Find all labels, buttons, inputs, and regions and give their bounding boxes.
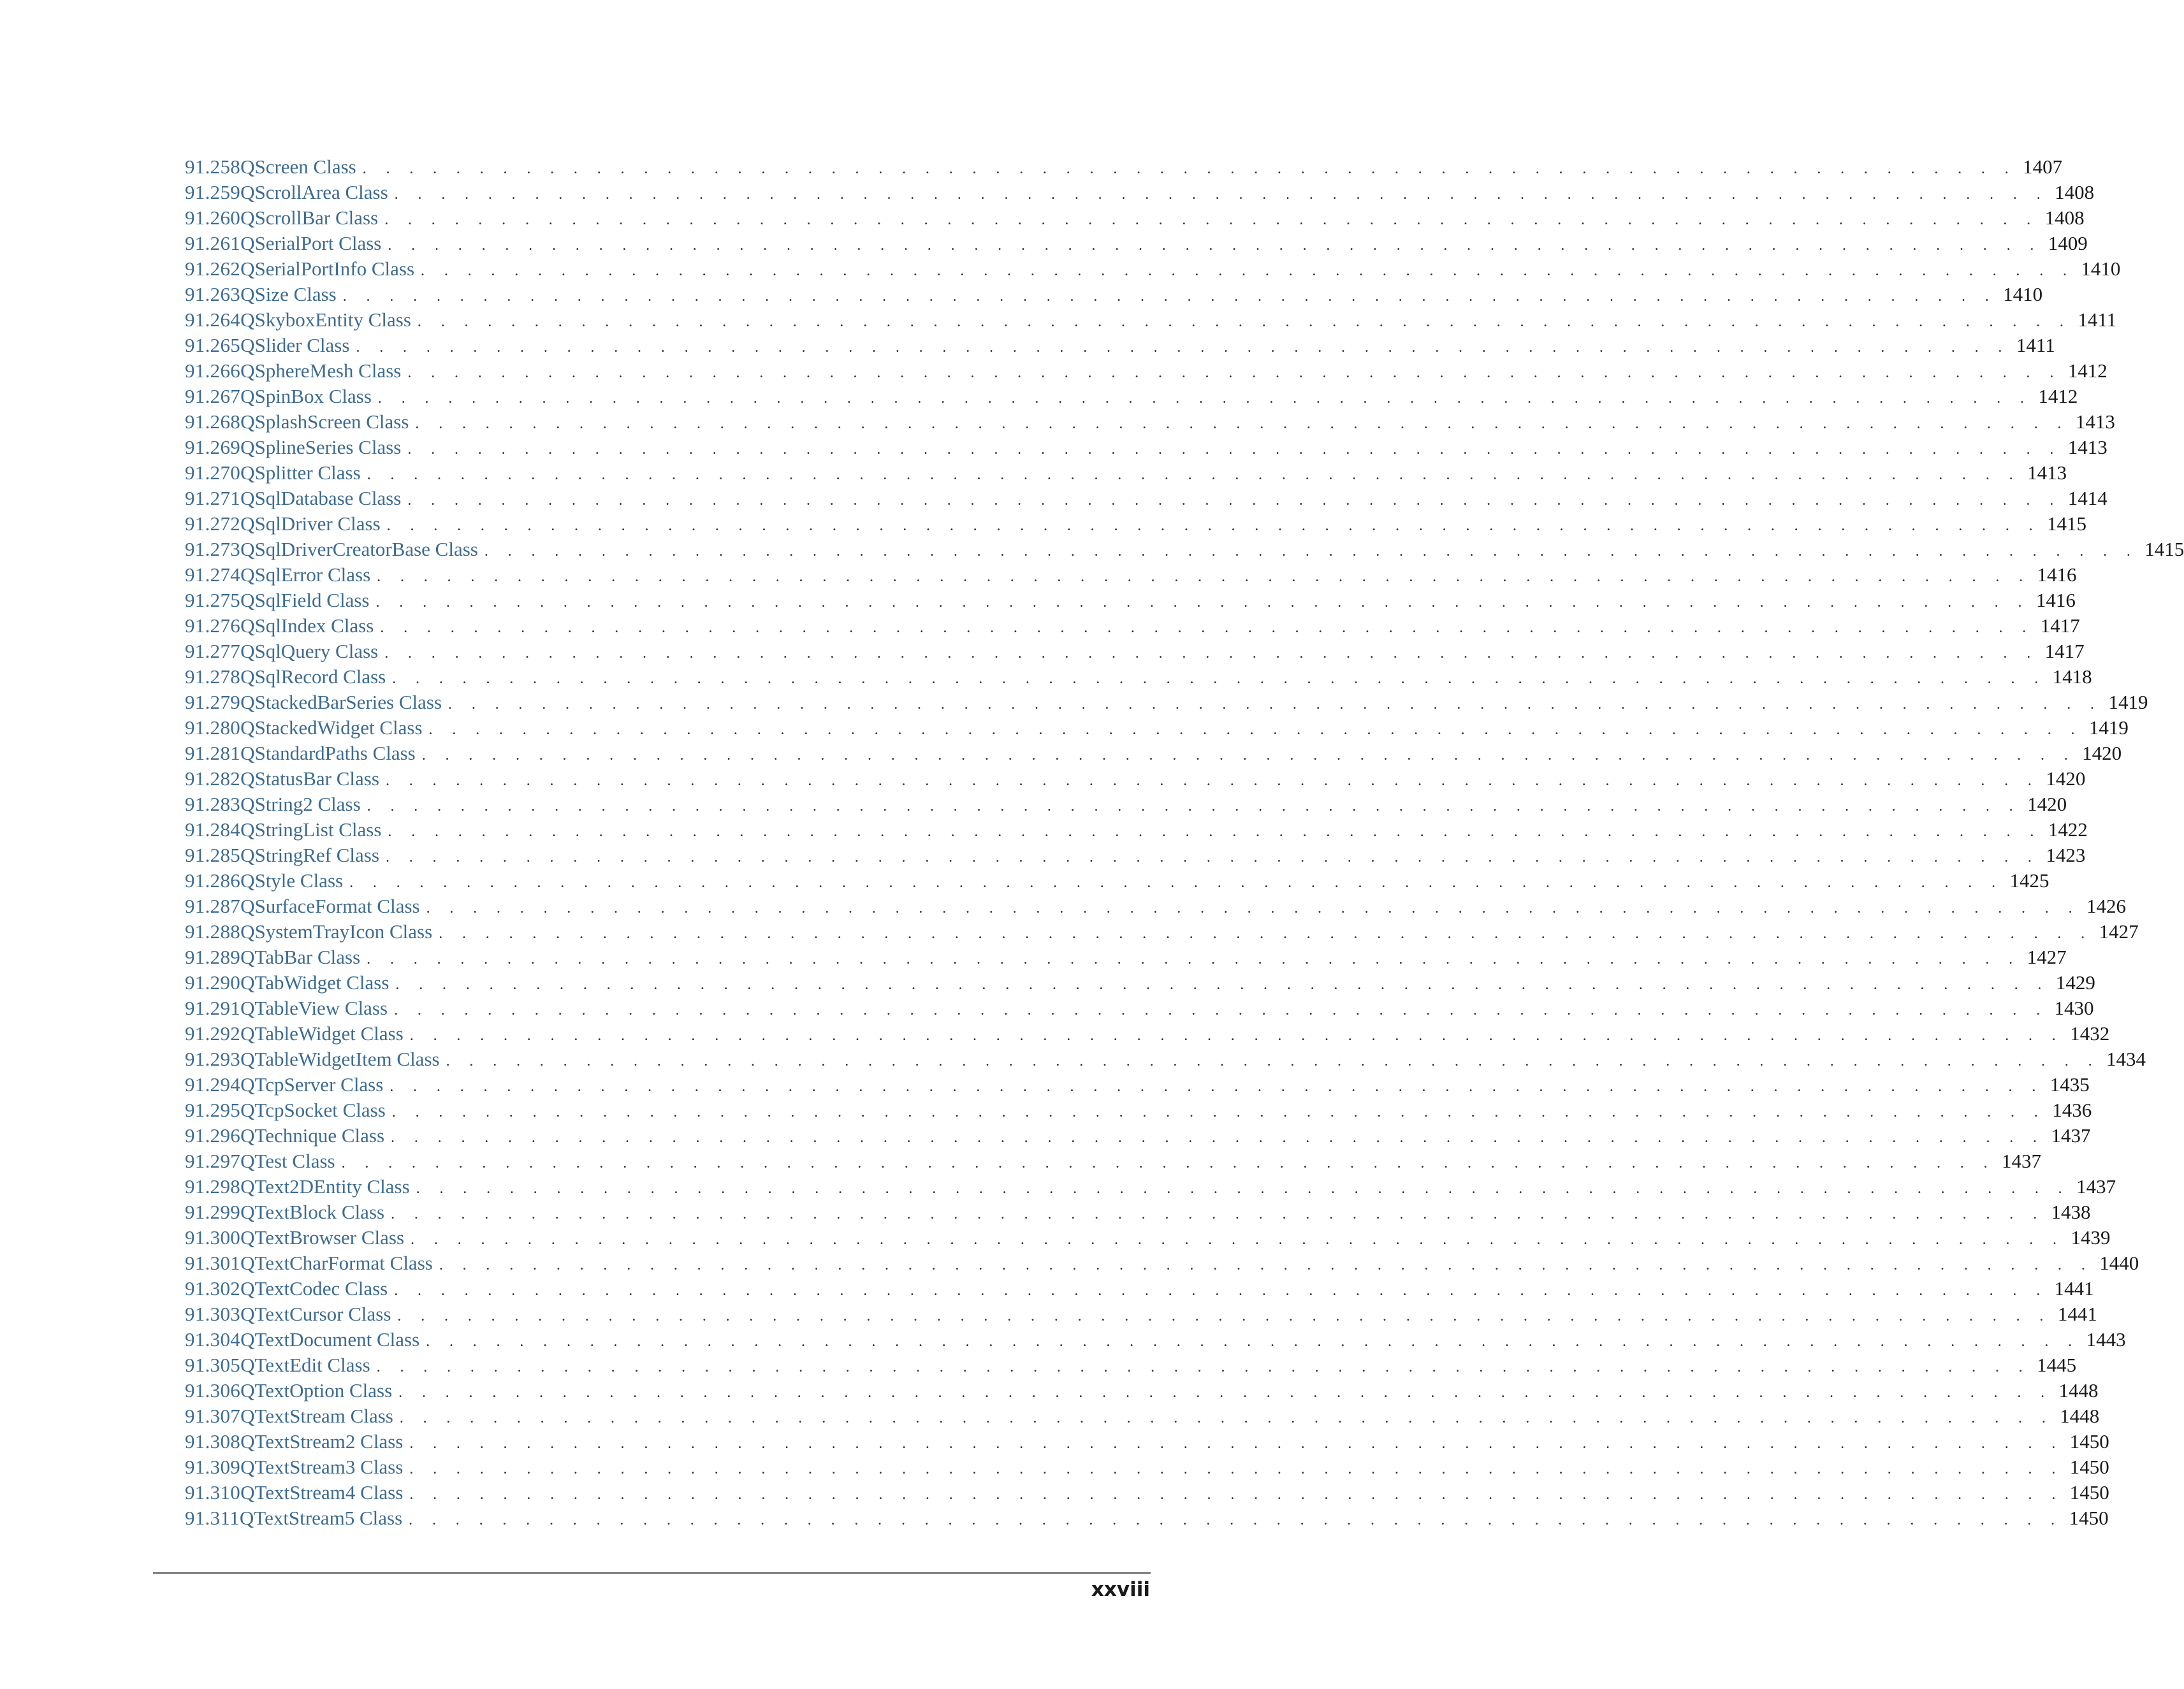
toc-entry-title[interactable]: QTextStream5 Class <box>239 1507 403 1529</box>
dot-leader: . . . . . . . . . . . . . . . . . . . . . . . . . . . . . . . . . . . . . . . . . . . . . . . . . . . . . . . . . . . . . . . . . . . . . . . <box>392 671 2046 687</box>
toc-entry-page: 1450 <box>2069 1481 2109 1504</box>
dot-leader: . . . . . . . . . . . . . . . . . . . . . . . . . . . . . . . . . . . . . . . . . . . . . . . . . . . . . . . . . . . . . . . . . . . . . . . <box>377 569 2031 585</box>
toc-entry-page: 1427 <box>2099 920 2139 943</box>
toc-entry-page: 1432 <box>2070 1022 2110 1045</box>
toc-entry-page: 1430 <box>2054 997 2094 1019</box>
toc-entry-page: 1413 <box>2067 436 2108 458</box>
dot-leader: . . . . . . . . . . . . . . . . . . . . . . . . . . . . . . . . . . . . . . . . . . . . . . . . . . . . . . . . . . . . . . . . . . . . . . . <box>409 1461 2064 1477</box>
toc-entry-title[interactable]: QStandardPaths Class <box>240 742 416 764</box>
dot-leader: . . . . . . . . . . . . . . . . . . . . . . . . . . . . . . . . . . . . . . . . . . . . . . . . . . . . . . . . . . . . . . . . . . . . . . . <box>356 339 2010 356</box>
toc-entry-title[interactable]: QSqlDriverCreatorBase Class <box>240 538 478 560</box>
dot-leader: . . . . . . . . . . . . . . . . . . . . . . . . . . . . . . . . . . . . . . . . . . . . . . . . . . . . . . . . . . . . . . . . . . . . . . . <box>388 237 2042 254</box>
toc-entry-title[interactable]: QScrollBar Class <box>240 207 379 229</box>
toc-entry-number[interactable]: 91.311 <box>185 1507 240 1529</box>
toc-entry-number[interactable]: 91.292 <box>185 1022 241 1045</box>
toc-entry-page: 1415 <box>2144 538 2184 560</box>
toc-entry-number[interactable]: 91.303 <box>185 1303 241 1325</box>
toc-entry-title[interactable]: QSqlError Class <box>240 563 371 586</box>
toc-entry-number[interactable]: 91.279 <box>185 691 241 713</box>
toc-entry-number[interactable]: 91.298 <box>185 1175 241 1198</box>
dot-leader: . . . . . . . . . . . . . . . . . . . . . . . . . . . . . . . . . . . . . . . . . . . . . . . . . . . . . . . . . . . . . . . . . . . . . . . <box>367 951 2021 968</box>
toc-entry-page: 1420 <box>2027 793 2067 815</box>
toc-entry[interactable] <box>185 1250 2139 1276</box>
toc-entry-number[interactable]: 91.264 <box>185 308 241 331</box>
toc-entry-page: 1448 <box>2058 1379 2099 1402</box>
toc-entry-number[interactable]: 91.290 <box>185 971 241 994</box>
toc-entry-number[interactable]: 91.286 <box>185 869 241 892</box>
toc-entry-number[interactable]: 91.310 <box>185 1481 241 1504</box>
toc-entry-title[interactable]: QString2 Class <box>240 793 361 815</box>
dot-leader: . . . . . . . . . . . . . . . . . . . . . . . . . . . . . . . . . . . . . . . . . . . . . . . . . . . . . . . . . . . . . . . . . . . . . . . <box>391 1129 2045 1146</box>
toc-entry[interactable] <box>185 1378 2099 1403</box>
toc-entry-title[interactable]: QTextBlock Class <box>240 1201 385 1223</box>
toc-entry-number[interactable]: 91.269 <box>185 436 241 458</box>
toc-entry-page: 1437 <box>2051 1124 2091 1147</box>
toc-entry-page: 1443 <box>2086 1328 2126 1351</box>
toc-entry-page: 1420 <box>2082 742 2122 764</box>
toc-entry-title[interactable]: QTextStream4 Class <box>240 1481 404 1504</box>
toc-entry[interactable] <box>185 282 2043 307</box>
toc-entry-number[interactable]: 91.299 <box>185 1201 241 1223</box>
toc-entry-page: 1415 <box>2047 512 2087 535</box>
toc-entry[interactable] <box>185 1301 2097 1327</box>
toc-entry[interactable] <box>185 307 2117 333</box>
toc-entry-page: 1434 <box>2106 1048 2146 1070</box>
dot-leader: . . . . . . . . . . . . . . . . . . . . . . . . . . . . . . . . . . . . . . . . . . . . . . . . . . . . . . . . . . . . . . . . . . . . . . . <box>407 365 2062 381</box>
toc-entry-page: 1414 <box>2067 487 2108 509</box>
toc-entry[interactable] <box>185 1149 2041 1174</box>
toc-entry[interactable] <box>185 639 2085 664</box>
dot-leader: . . . . . . . . . . . . . . . . . . . . . . . . . . . . . . . . . . . . . . . . . . . . . . . . . . . . . . . . . . . . . . . . . . . . . . . <box>386 518 2041 534</box>
toc-entry[interactable] <box>185 154 2063 180</box>
dot-leader: . . . . . . . . . . . . . . . . . . . . . . . . . . . . . . . . . . . . . . . . . . . . . . . . . . . . . . . . . . . . . . . . . . . . . . . <box>407 492 2062 509</box>
toc-entry[interactable] <box>185 256 2121 282</box>
toc-entry[interactable] <box>185 1123 2091 1149</box>
toc-entry-page: 1441 <box>2054 1277 2094 1300</box>
toc-entry-number[interactable]: 91.261 <box>185 232 241 254</box>
dot-leader: . . . . . . . . . . . . . . . . . . . . . . . . . . . . . . . . . . . . . . . . . . . . . . . . . . . . . . . . . . . . . . . . . . . . . . . <box>397 1308 2051 1324</box>
toc-entry-page: 1411 <box>2078 308 2117 331</box>
dot-leader: . . . . . . . . . . . . . . . . . . . . . . . . . . . . . . . . . . . . . . . . . . . . . . . . . . . . . . . . . . . . . . . . . . . . . . . <box>446 1053 2100 1069</box>
toc-entry[interactable] <box>185 945 2067 970</box>
toc-entry-page: 1410 <box>2003 283 2043 305</box>
dot-leader: . . . . . . . . . . . . . . . . . . . . . . . . . . . . . . . . . . . . . . . . . . . . . . . . . . . . . . . . . . . . . . . . . . . . . . . <box>384 212 2039 228</box>
toc-entry-page: 1448 <box>2060 1405 2100 1427</box>
dot-leader: . . . . . . . . . . . . . . . . . . . . . . . . . . . . . . . . . . . . . . . . . . . . . . . . . . . . . . . . . . . . . . . . . . . . . . . <box>417 314 2072 330</box>
toc-entry[interactable] <box>185 741 2122 766</box>
toc-entry-number[interactable]: 91.306 <box>185 1379 241 1402</box>
dot-leader: . . . . . . . . . . . . . . . . . . . . . . . . . . . . . . . . . . . . . . . . . . . . . . . . . . . . . . . . . . . . . . . . . . . . . . . <box>389 1078 2044 1095</box>
toc-entry-number[interactable]: 91.277 <box>185 640 241 662</box>
toc-entry-page: 1418 <box>2052 665 2092 688</box>
toc-entry-title[interactable]: QTextBrowser Class <box>240 1226 405 1249</box>
toc-entry-title[interactable]: QSplitter Class <box>240 461 361 484</box>
toc-entry[interactable] <box>185 817 2088 843</box>
toc-entry-page: 1407 <box>2023 156 2063 178</box>
dot-leader: . . . . . . . . . . . . . . . . . . . . . . . . . . . . . . . . . . . . . . . . . . . . . . . . . . . . . . . . . . . . . . . . . . . . . . . <box>439 925 2093 942</box>
dot-leader: . . . . . . . . . . . . . . . . . . . . . . . . . . . . . . . . . . . . . . . . . . . . . . . . . . . . . . . . . . . . . . . . . . . . . . . <box>341 1155 1995 1171</box>
toc-entry[interactable] <box>185 486 2108 511</box>
toc-entry[interactable] <box>185 231 2088 256</box>
toc-entry[interactable] <box>185 613 2080 639</box>
toc-entry-title[interactable]: QSurfaceFormat Class <box>240 895 420 917</box>
toc-entry-page: 1419 <box>2088 716 2129 739</box>
toc-entry-number[interactable]: 91.297 <box>185 1150 241 1172</box>
toc-entry-title[interactable]: QSplineSeries Class <box>240 436 402 458</box>
toc-entry[interactable] <box>185 1047 2146 1072</box>
dot-leader: . . . . . . . . . . . . . . . . . . . . . . . . . . . . . . . . . . . . . . . . . . . . . . . . . . . . . . . . . . . . . . . . . . . . . . . <box>384 645 2039 662</box>
toc-entry-title[interactable]: QSerialPort Class <box>240 232 382 254</box>
toc-entry[interactable] <box>185 894 2126 919</box>
toc-entry[interactable] <box>185 588 2076 613</box>
toc-entry-number[interactable]: 91.272 <box>185 512 241 535</box>
toc-entry-number[interactable]: 91.259 <box>185 181 241 203</box>
toc-entry[interactable] <box>185 843 2086 868</box>
toc-entry-title[interactable]: QTextCodec Class <box>240 1277 388 1300</box>
dot-leader: . . . . . . . . . . . . . . . . . . . . . . . . . . . . . . . . . . . . . . . . . . . . . . . . . . . . . . . . . . . . . . . . . . . . . . . <box>421 747 2076 764</box>
dot-leader: . . . . . . . . . . . . . . . . . . . . . . . . . . . . . . . . . . . . . . . . . . . . . . . . . . . . . . . . . . . . . . . . . . . . . . . <box>411 1231 2065 1248</box>
toc-entry-page: 1438 <box>2051 1201 2091 1223</box>
toc-entry-page: 1422 <box>2048 818 2088 841</box>
toc-entry-page: 1441 <box>2057 1303 2097 1325</box>
dot-leader: . . . . . . . . . . . . . . . . . . . . . . . . . . . . . . . . . . . . . . . . . . . . . . . . . . . . . . . . . . . . . . . . . . . . . . . <box>367 467 2021 483</box>
toc-entry-page: 1437 <box>2002 1150 2041 1172</box>
dot-leader: . . . . . . . . . . . . . . . . . . . . . . . . . . . . . . . . . . . . . . . . . . . . . . . . . . . . . . . . . . . . . . . . . . . . . . . <box>388 823 2042 840</box>
toc-entry-title[interactable]: QSystemTrayIcon Class <box>240 920 433 943</box>
toc-entry[interactable] <box>185 1072 2090 1098</box>
toc-entry-page: 1440 <box>2099 1252 2139 1274</box>
toc-entry[interactable] <box>185 766 2086 792</box>
toc-entry-number[interactable]: 91.263 <box>185 283 241 305</box>
dot-leader: . . . . . . . . . . . . . . . . . . . . . . . . . . . . . . . . . . . . . . . . . . . . . . . . . . . . . . . . . . . . . . . . . . . . . . . <box>380 620 2034 636</box>
toc-entry-number[interactable]: 91.260 <box>185 207 241 229</box>
toc-entry-number[interactable]: 91.291 <box>185 997 241 1019</box>
dot-leader: . . . . . . . . . . . . . . . . . . . . . . . . . . . . . . . . . . . . . . . . . . . . . . . . . . . . . . . . . . . . . . . . . . . . . . . <box>416 1180 2071 1197</box>
toc-entry-title[interactable]: QStackedBarSeries Class <box>240 691 442 713</box>
toc-entry[interactable] <box>185 1352 2077 1378</box>
toc-entry-page: 1426 <box>2086 895 2126 917</box>
dot-leader: . . . . . . . . . . . . . . . . . . . . . . . . . . . . . . . . . . . . . . . . . . . . . . . . . . . . . . . . . . . . . . . . . . . . . . . <box>367 798 2021 815</box>
toc-entry-number[interactable]: 91.273 <box>185 538 241 560</box>
toc-entry-number[interactable]: 91.271 <box>185 487 241 509</box>
toc-entry-title[interactable]: QStringList Class <box>240 818 382 841</box>
toc-entry[interactable] <box>185 511 2087 537</box>
toc-entry[interactable] <box>185 1429 2109 1454</box>
dot-leader: . . . . . . . . . . . . . . . . . . . . . . . . . . . . . . . . . . . . . . . . . . . . . . . . . . . . . . . . . . . . . . . . . . . . . . . <box>407 441 2062 458</box>
toc-entry-number[interactable]: 91.268 <box>185 410 241 433</box>
toc-entry-page: 1417 <box>2044 640 2085 662</box>
toc-entry-page: 1420 <box>2046 767 2086 790</box>
toc-entry[interactable] <box>185 358 2108 384</box>
toc-entry-page: 1427 <box>2027 946 2067 968</box>
toc-entry-number[interactable]: 91.276 <box>185 614 241 637</box>
toc-entry[interactable] <box>185 333 2055 358</box>
toc-entry-title[interactable]: QTextStream Class <box>240 1405 393 1427</box>
toc-entry[interactable] <box>185 1200 2091 1225</box>
toc-entry-title[interactable]: QTechnique Class <box>240 1124 385 1147</box>
toc-entry-number[interactable]: 91.296 <box>185 1124 241 1147</box>
toc-entry[interactable] <box>185 1174 2116 1200</box>
toc-entry-number[interactable]: 91.289 <box>185 946 241 968</box>
toc-entry-number[interactable]: 91.300 <box>185 1226 241 1249</box>
dot-leader: . . . . . . . . . . . . . . . . . . . . . . . . . . . . . . . . . . . . . . . . . . . . . . . . . . . . . . . . . . . . . . . . . . . . . . . <box>376 1359 2031 1375</box>
toc-entry-number[interactable]: 91.275 <box>185 589 241 611</box>
toc-entry[interactable] <box>185 1403 2100 1429</box>
toc-entry-title[interactable]: QScrollArea Class <box>240 181 388 203</box>
toc-entry-number[interactable]: 91.302 <box>185 1277 241 1300</box>
toc-entry[interactable] <box>185 1021 2110 1047</box>
toc-entry-page: 1410 <box>2081 257 2121 280</box>
dot-leader: . . . . . . . . . . . . . . . . . . . . . . . . . . . . . . . . . . . . . . . . . . . . . . . . . . . . . . . . . . . . . . . . . . . . . . . <box>484 543 2139 560</box>
toc-entry-number[interactable]: 91.284 <box>185 818 241 841</box>
toc-entry-page: 1412 <box>2067 359 2108 382</box>
toc-entry-number[interactable]: 91.262 <box>185 257 241 280</box>
toc-entry-page: 1429 <box>2055 971 2095 994</box>
toc-entry-number[interactable]: 91.285 <box>185 844 241 866</box>
toc-entry-title[interactable]: QTextEdit Class <box>240 1354 370 1376</box>
toc-entry[interactable] <box>185 1454 2109 1480</box>
toc-entry-page: 1436 <box>2052 1099 2092 1121</box>
table-of-contents <box>185 154 2184 1531</box>
toc-entry-title[interactable]: QTextCursor Class <box>240 1303 391 1325</box>
toc-entry-number[interactable]: 91.309 <box>185 1456 241 1478</box>
toc-entry-title[interactable]: QStackedWidget Class <box>240 716 423 739</box>
toc-entry-title[interactable]: QSqlQuery Class <box>240 640 379 662</box>
toc-entry[interactable] <box>185 1276 2094 1301</box>
toc-entry-page: 1419 <box>2108 691 2148 713</box>
toc-entry-title[interactable]: QSlider Class <box>240 334 350 356</box>
toc-entry[interactable] <box>185 868 2049 894</box>
dot-leader: . . . . . . . . . . . . . . . . . . . . . . . . . . . . . . . . . . . . . . . . . . . . . . . . . . . . . . . . . . . . . . . . . . . . . . . <box>391 1206 2045 1222</box>
toc-entry-title[interactable]: QTableView Class <box>240 997 388 1019</box>
toc-entry[interactable] <box>185 384 2078 409</box>
toc-entry[interactable] <box>185 970 2095 996</box>
toc-entry-title[interactable]: QStringRef Class <box>240 844 379 866</box>
toc-entry-title[interactable]: QSqlIndex Class <box>240 614 374 637</box>
toc-entry-title[interactable]: QTextDocument Class <box>240 1328 420 1351</box>
toc-entry-page: 1450 <box>2069 1430 2109 1453</box>
toc-entry-page: 1450 <box>2069 1507 2109 1529</box>
toc-entry-page: 1437 <box>2076 1175 2116 1198</box>
toc-entry-title[interactable]: QTest Class <box>240 1150 335 1172</box>
dot-leader: . . . . . . . . . . . . . . . . . . . . . . . . . . . . . . . . . . . . . . . . . . . . . . . . . . . . . . . . . . . . . . . . . . . . . . . <box>375 594 2030 611</box>
toc-entry[interactable] <box>185 435 2108 460</box>
toc-entry-number[interactable]: 91.307 <box>185 1405 241 1427</box>
dot-leader: . . . . . . . . . . . . . . . . . . . . . . . . . . . . . . . . . . . . . . . . . . . . . . . . . . . . . . . . . . . . . . . . . . . . . . . <box>409 1512 2063 1528</box>
toc-entry-title[interactable]: QTableWidget Class <box>240 1022 404 1045</box>
toc-entry-title[interactable]: QText2DEntity Class <box>240 1175 410 1198</box>
toc-entry-number[interactable]: 91.266 <box>185 359 241 382</box>
toc-entry-title[interactable]: QTableWidgetItem Class <box>240 1048 440 1070</box>
toc-entry-title[interactable]: QSplashScreen Class <box>240 410 409 433</box>
toc-entry-title[interactable]: QTextStream3 Class <box>240 1456 404 1478</box>
dot-leader: . . . . . . . . . . . . . . . . . . . . . . . . . . . . . . . . . . . . . . . . . . . . . . . . . . . . . . . . . . . . . . . . . . . . . . . <box>426 1333 2080 1350</box>
toc-entry-number[interactable]: 91.308 <box>185 1430 241 1453</box>
dot-leader: . . . . . . . . . . . . . . . . . . . . . . . . . . . . . . . . . . . . . . . . . . . . . . . . . . . . . . . . . . . . . . . . . . . . . . . <box>421 263 2075 279</box>
dot-leader: . . . . . . . . . . . . . . . . . . . . . . . . . . . . . . . . . . . . . . . . . . . . . . . . . . . . . . . . . . . . . . . . . . . . . . . <box>394 1282 2048 1299</box>
toc-entry-page: 1439 <box>2071 1226 2111 1249</box>
toc-entry-page: 1445 <box>2037 1354 2077 1376</box>
toc-entry-page: 1409 <box>2048 232 2088 254</box>
toc-entry-number[interactable]: 91.282 <box>185 767 241 790</box>
toc-entry-page: 1423 <box>2046 844 2086 866</box>
toc-entry-title[interactable]: QStatusBar Class <box>240 767 379 790</box>
toc-entry[interactable] <box>185 1505 2109 1531</box>
toc-entry-number[interactable]: 91.280 <box>185 716 241 739</box>
toc-entry-number[interactable]: 91.258 <box>185 156 241 178</box>
toc-entry-number[interactable]: 91.267 <box>185 385 241 407</box>
dot-leader: . . . . . . . . . . . . . . . . . . . . . . . . . . . . . . . . . . . . . . . . . . . . . . . . . . . . . . . . . . . . . . . . . . . . . . . <box>342 288 1997 305</box>
dot-leader: . . . . . . . . . . . . . . . . . . . . . . . . . . . . . . . . . . . . . . . . . . . . . . . . . . . . . . . . . . . . . . . . . . . . . . . <box>377 390 2032 407</box>
toc-entry-title[interactable]: QSphereMesh Class <box>240 359 402 382</box>
toc-entry-page: 1411 <box>2016 334 2055 356</box>
toc-entry-number[interactable]: 91.278 <box>185 665 241 688</box>
toc-entry-page: 1408 <box>2044 207 2085 229</box>
dot-leader: . . . . . . . . . . . . . . . . . . . . . . . . . . . . . . . . . . . . . . . . . . . . . . . . . . . . . . . . . . . . . . . . . . . . . . . <box>398 1384 2053 1401</box>
dot-leader: . . . . . . . . . . . . . . . . . . . . . . . . . . . . . . . . . . . . . . . . . . . . . . . . . . . . . . . . . . . . . . . . . . . . . . . <box>395 976 2049 993</box>
dot-leader: . . . . . . . . . . . . . . . . . . . . . . . . . . . . . . . . . . . . . . . . . . . . . . . . . . . . . . . . . . . . . . . . . . . . . . . <box>409 1486 2064 1503</box>
toc-entry-title[interactable]: QSqlRecord Class <box>240 665 386 688</box>
toc-entry-page: 1417 <box>2040 614 2080 637</box>
toc-entry-number[interactable]: 91.294 <box>185 1073 241 1096</box>
dot-leader: . . . . . . . . . . . . . . . . . . . . . . . . . . . . . . . . . . . . . . . . . . . . . . . . . . . . . . . . . . . . . . . . . . . . . . . <box>409 1027 2064 1044</box>
toc-entry-title[interactable]: QSqlDriver Class <box>240 512 381 535</box>
toc-entry[interactable] <box>185 996 2094 1021</box>
toc-entry-page: 1416 <box>2035 589 2076 611</box>
toc-entry[interactable] <box>185 562 2077 588</box>
toc-entry-title[interactable]: QTextStream2 Class <box>240 1430 404 1453</box>
toc-entry[interactable] <box>185 1480 2109 1505</box>
toc-entry[interactable] <box>185 919 2139 945</box>
dot-leader: . . . . . . . . . . . . . . . . . . . . . . . . . . . . . . . . . . . . . . . . . . . . . . . . . . . . . . . . . . . . . . . . . . . . . . . <box>362 161 2017 177</box>
toc-entry-number[interactable]: 91.295 <box>185 1099 241 1121</box>
toc-entry-number[interactable]: 91.293 <box>185 1048 241 1070</box>
toc-entry-page: 1435 <box>2049 1073 2090 1096</box>
dot-leader: . . . . . . . . . . . . . . . . . . . . . . . . . . . . . . . . . . . . . . . . . . . . . . . . . . . . . . . . . . . . . . . . . . . . . . . <box>385 849 2040 866</box>
toc-entry-page: 1416 <box>2037 563 2077 586</box>
dot-leader: . . . . . . . . . . . . . . . . . . . . . . . . . . . . . . . . . . . . . . . . . . . . . . . . . . . . . . . . . . . . . . . . . . . . . . . <box>394 1002 2048 1018</box>
toc-entry-page: 1450 <box>2069 1456 2109 1478</box>
toc-entry[interactable] <box>185 1225 2111 1250</box>
dot-leader: . . . . . . . . . . . . . . . . . . . . . . . . . . . . . . . . . . . . . . . . . . . . . . . . . . . . . . . . . . . . . . . . . . . . . . . <box>391 1104 2046 1120</box>
toc-entry[interactable] <box>185 715 2129 741</box>
toc-entry-title[interactable]: QTabWidget Class <box>240 971 389 994</box>
toc-entry-page: 1413 <box>2027 461 2067 484</box>
dot-leader: . . . . . . . . . . . . . . . . . . . . . . . . . . . . . . . . . . . . . . . . . . . . . . . . . . . . . . . . . . . . . . . . . . . . . . . <box>394 186 2049 203</box>
toc-entry-title[interactable]: QScreen Class <box>240 156 356 178</box>
toc-entry-title[interactable]: QSerialPortInfo Class <box>240 257 415 280</box>
toc-entry-number[interactable]: 91.305 <box>185 1354 241 1376</box>
toc-entry-number[interactable]: 91.304 <box>185 1328 241 1351</box>
toc-entry[interactable] <box>185 537 2184 562</box>
toc-entry[interactable] <box>185 205 2085 231</box>
toc-entry[interactable] <box>185 792 2067 817</box>
footer-rule <box>153 1572 1151 1574</box>
toc-entry[interactable] <box>185 409 2115 435</box>
toc-entry-title[interactable]: QSqlDatabase Class <box>240 487 402 509</box>
dot-leader: . . . . . . . . . . . . . . . . . . . . . . . . . . . . . . . . . . . . . . . . . . . . . . . . . . . . . . . . . . . . . . . . . . . . . . . <box>399 1410 2054 1426</box>
toc-entry[interactable] <box>185 1098 2092 1123</box>
toc-entry-title[interactable]: QTextOption Class <box>240 1379 393 1402</box>
toc-entry-title[interactable]: QTextCharFormat Class <box>240 1252 433 1274</box>
toc-entry-page: 1408 <box>2055 181 2095 203</box>
dot-leader: . . . . . . . . . . . . . . . . . . . . . . . . . . . . . . . . . . . . . . . . . . . . . . . . . . . . . . . . . . . . . . . . . . . . . . . <box>409 1435 2064 1452</box>
dot-leader: . . . . . . . . . . . . . . . . . . . . . . . . . . . . . . . . . . . . . . . . . . . . . . . . . . . . . . . . . . . . . . . . . . . . . . . <box>439 1257 2093 1273</box>
toc-entry-number[interactable]: 91.301 <box>185 1252 241 1274</box>
toc-entry-number[interactable]: 91.270 <box>185 461 241 484</box>
toc-entry-title[interactable]: QSqlField Class <box>240 589 370 611</box>
dot-leader: . . . . . . . . . . . . . . . . . . . . . . . . . . . . . . . . . . . . . . . . . . . . . . . . . . . . . . . . . . . . . . . . . . . . . . . <box>415 416 2069 432</box>
dot-leader: . . . . . . . . . . . . . . . . . . . . . . . . . . . . . . . . . . . . . . . . . . . . . . . . . . . . . . . . . . . . . . . . . . . . . . . <box>448 696 2102 713</box>
toc-entry-number[interactable]: 91.283 <box>185 793 241 815</box>
toc-entry-number[interactable]: 91.288 <box>185 920 241 943</box>
toc-entry-title[interactable]: QSkyboxEntity Class <box>240 308 411 331</box>
toc-entry-title[interactable]: QSpinBox Class <box>240 385 372 407</box>
toc-entry-number[interactable]: 91.265 <box>185 334 241 356</box>
toc-entry-number[interactable]: 91.274 <box>185 563 241 586</box>
dot-leader: . . . . . . . . . . . . . . . . . . . . . . . . . . . . . . . . . . . . . . . . . . . . . . . . . . . . . . . . . . . . . . . . . . . . . . . <box>428 721 2083 738</box>
toc-entry-page: 1412 <box>2038 385 2078 407</box>
toc-entry[interactable] <box>185 1327 2126 1352</box>
toc-entry[interactable] <box>185 180 2095 205</box>
toc-entry-title[interactable]: QTcpServer Class <box>240 1073 384 1096</box>
toc-entry-page: 1413 <box>2075 410 2115 433</box>
toc-entry[interactable] <box>185 664 2092 690</box>
toc-entry-title[interactable]: QStyle Class <box>240 869 344 892</box>
toc-entry-number[interactable]: 91.287 <box>185 895 241 917</box>
toc-entry[interactable] <box>185 690 2148 715</box>
dot-leader: . . . . . . . . . . . . . . . . . . . . . . . . . . . . . . . . . . . . . . . . . . . . . . . . . . . . . . . . . . . . . . . . . . . . . . . <box>385 772 2040 789</box>
toc-entry[interactable] <box>185 460 2067 486</box>
toc-entry-number[interactable]: 91.281 <box>185 742 241 764</box>
dot-leader: . . . . . . . . . . . . . . . . . . . . . . . . . . . . . . . . . . . . . . . . . . . . . . . . . . . . . . . . . . . . . . . . . . . . . . . <box>426 900 2080 917</box>
toc-entry-title[interactable]: QTabBar Class <box>240 946 361 968</box>
toc-entry-title[interactable]: QTcpSocket Class <box>240 1099 386 1121</box>
page-number-label: xxviii <box>1091 1578 1150 1601</box>
dot-leader: . . . . . . . . . . . . . . . . . . . . . . . . . . . . . . . . . . . . . . . . . . . . . . . . . . . . . . . . . . . . . . . . . . . . . . . <box>349 874 2004 891</box>
toc-entry-title[interactable]: QSize Class <box>240 283 337 305</box>
toc-entry-page: 1425 <box>2009 869 2049 892</box>
